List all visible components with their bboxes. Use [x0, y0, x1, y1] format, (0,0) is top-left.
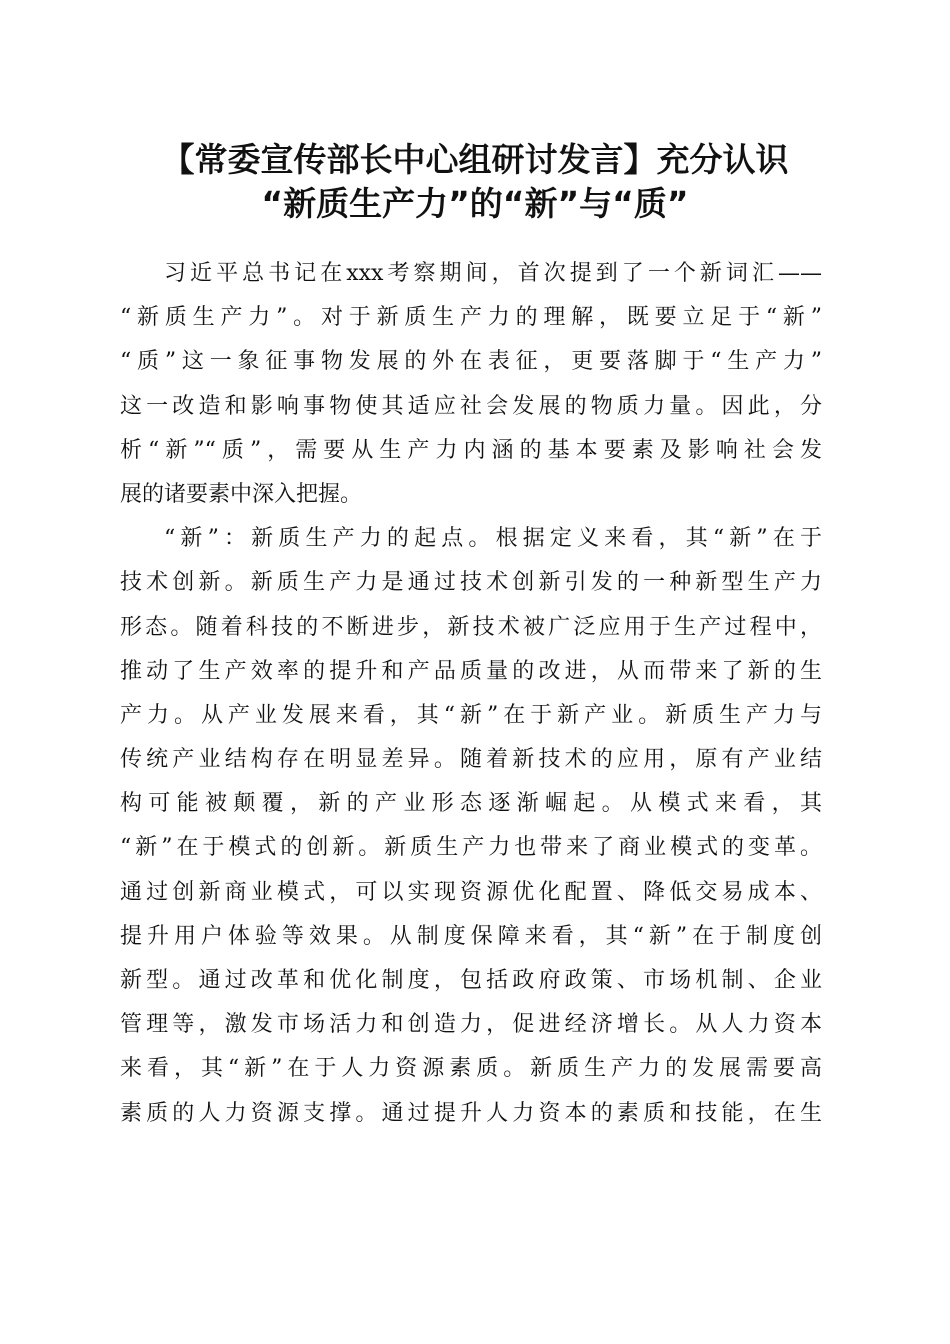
paragraph-line: 推动了生产效率的提升和产品质量的改进，从而带来了新的生 [120, 658, 822, 684]
title-line-2: “新质生产力”的“新”与“质” [261, 184, 689, 223]
paragraph-line: 这一改造和影响事物使其适应社会发展的物质力量。因此，分 [120, 393, 822, 419]
paragraph-line: 来看，其“新”在于人力资源素质。新质生产力的发展需要高 [120, 1056, 822, 1082]
paragraph-line: “新”在于模式的创新。新质生产力也带来了商业模式的变革。 [120, 835, 822, 861]
paragraph-line: 技术创新。新质生产力是通过技术创新引发的一种新型生产力 [120, 570, 822, 596]
paragraph-line: 通过创新商业模式，可以实现资源优化配置、降低交易成本、 [120, 879, 822, 905]
paragraph-line: “新质生产力”。对于新质生产力的理解，既要立足于“新” [120, 305, 822, 331]
document-body [120, 252, 822, 1136]
paragraph-line: 形态。随着科技的不断进步，新技术被广泛应用于生产过程中， [120, 614, 822, 640]
paragraph-line: 新型。通过改革和优化制度，包括政府政策、市场机制、企业 [120, 968, 822, 993]
paragraph-line: 产力。从产业发展来看，其“新”在于新产业。新质生产力与 [120, 702, 822, 728]
paragraph-line: “新”：新质生产力的起点。根据定义来看，其“新”在于 [164, 526, 822, 552]
paragraph-2 [120, 517, 822, 1136]
paragraph-line: 析“新”“质”，需要从生产力内涵的基本要素及影响社会发 [120, 437, 822, 463]
paragraph-line: “质”这一象征事物发展的外在表征，更要落脚于“生产力” [120, 349, 822, 375]
paragraph-line: 习近平总书记在xxx考察期间，首次提到了一个新词汇—— [164, 261, 822, 286]
paragraph-1 [120, 252, 822, 517]
title-line-1: 【常委宣传部长中心组研讨发言】充分认识 [161, 140, 789, 179]
paragraph-line: 展的诸要素中深入把握。 [120, 481, 363, 507]
paragraph-line: 传统产业结构存在明显差异。随着新技术的应用，原有产业结 [120, 747, 822, 773]
paragraph-line: 提升用户体验等效果。从制度保障来看，其“新”在于制度创 [120, 923, 822, 949]
paragraph-line: 管理等，激发市场活力和创造力，促进经济增长。从人力资本 [120, 1012, 822, 1038]
paragraph-line: 素质的人力资源支撑。通过提升人力资本的素质和技能，在生 [120, 1100, 822, 1126]
paragraph-line: 构可能被颠覆，新的产业形态逐渐崛起。从模式来看，其 [120, 791, 822, 817]
document-title [120, 138, 830, 226]
